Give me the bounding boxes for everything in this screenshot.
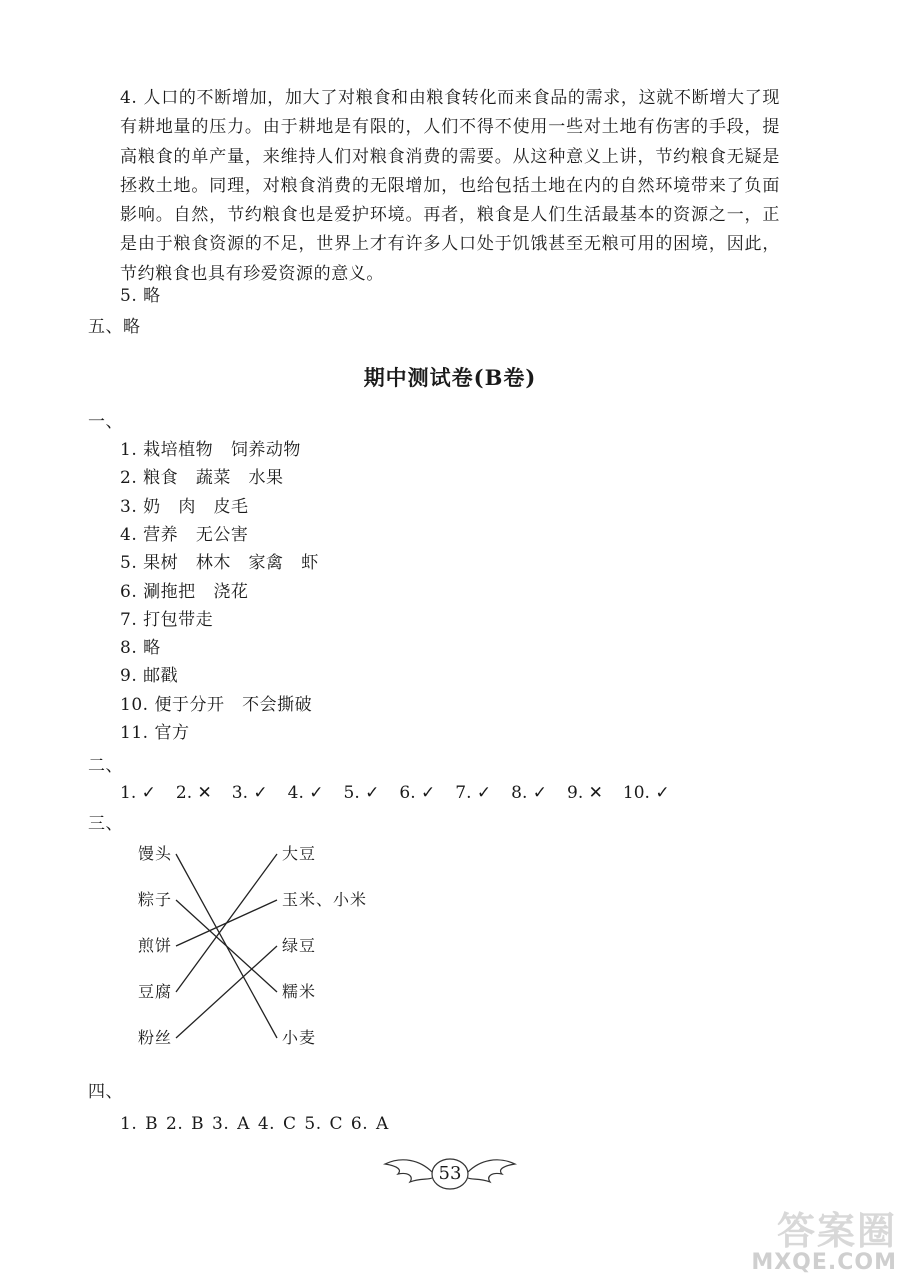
- section-1-heading: 一、: [88, 412, 123, 432]
- check-mark-icon: ✓: [421, 783, 436, 803]
- page-title: 期中测试卷(B卷): [363, 365, 537, 390]
- match-right-item: 玉米、小米: [282, 890, 368, 909]
- site-watermark: [722, 1200, 897, 1280]
- cross-mark-icon: ✕: [588, 783, 603, 803]
- match-line: [176, 946, 277, 1038]
- check-mark-icon: ✓: [365, 783, 380, 803]
- check-mark-icon: ✓: [141, 783, 156, 803]
- check-mark-icon: ✓: [476, 783, 492, 803]
- section-1-item: 3. 奶 肉 皮毛: [120, 496, 249, 517]
- check-mark-icon: ✓: [309, 783, 324, 803]
- match-line: [176, 900, 277, 992]
- section-1-item: 5. 果树 林木 家禽 虾: [120, 553, 319, 574]
- check-mark-icon: ✓: [253, 783, 268, 803]
- multiple-choice-answers: 1. B 2. B 3. A 4. C 5. C 6. A: [120, 1114, 389, 1134]
- section-1-item: 9. 邮戳: [120, 666, 179, 687]
- item-number: 8.: [511, 783, 533, 803]
- match-right-item: 小麦: [282, 1028, 317, 1047]
- item-number: 4.: [287, 783, 310, 803]
- check-mark-icon: ✓: [532, 783, 547, 803]
- section-1-item: 7. 打包带走: [120, 609, 214, 630]
- section-1-item: 8. 略: [120, 638, 161, 659]
- page-number: 53: [438, 1163, 462, 1184]
- item-number: 2.: [175, 783, 198, 803]
- section-1-item: 2. 粮食 蔬菜 水果: [120, 468, 284, 489]
- match-left-item: 粽子: [138, 890, 173, 909]
- item-number: 3.: [231, 783, 254, 803]
- match-left-item: 粉丝: [138, 1028, 173, 1047]
- item-number: 10.: [622, 783, 656, 803]
- section-1-item: 10. 便于分开 不会撕破: [120, 694, 313, 715]
- answer-4-paragraph: 4. 人口的不断增加，加大了对粮食和由粮食转化而来食品的需求，这就不断增大了现有耕地量的压力。由于耕地是有限的，人们不得不使用一些对土地有伤害的手段，提高粮食的单产量，来维持人们对粮食消费的需要。从这种意义上讲，节约粮食无疑是拯救土地。同理，对粮食消费的无限增加，也给包括土地在内的自然环境带来了负面影响。自然，节约粮食也是爱护环境。再者，粮食是人们生活最基本的资源之一，正是由于粮食资源的不足，世界上才有许多人口处于饥饿甚至无粮可用的困境，因此，节约粮食也具有珍爱资源的意义。: [120, 88, 780, 284]
- match-left-item: 馒头: [138, 844, 173, 863]
- item-number: 5.: [343, 783, 366, 803]
- match-right-item: 糯米: [282, 982, 317, 1001]
- item-number: 9.: [567, 783, 589, 803]
- match-right-item: 大豆: [282, 844, 317, 863]
- match-left-item: 煎饼: [138, 936, 173, 955]
- item-number: 7.: [455, 783, 477, 803]
- section-4-heading: 四、: [88, 1082, 123, 1102]
- check-mark-icon: ✓: [655, 783, 670, 803]
- section-5-line: 五、略: [88, 317, 141, 337]
- section-1-item: 1. 栽培植物 饲养动物: [120, 440, 301, 460]
- section-3-heading: 三、: [88, 814, 123, 834]
- cross-mark-icon: ✕: [197, 783, 212, 803]
- item-number: 1.: [120, 783, 142, 803]
- item-number: 6.: [399, 783, 421, 803]
- section-2-heading: 二、: [88, 756, 123, 776]
- match-line: [176, 854, 277, 992]
- match-right-item: 绿豆: [282, 936, 317, 955]
- watermark-logo-text: 答案圈: [776, 1209, 897, 1253]
- watermark-url: MXQE.COM: [751, 1250, 897, 1275]
- page-number-ornament: [380, 1150, 520, 1200]
- answer-5-line: 5. 略: [120, 286, 161, 306]
- section-1-item: 11. 官方: [120, 723, 190, 743]
- match-left-item: 豆腐: [138, 982, 173, 1001]
- section-1-item: 4. 营养 无公害: [120, 524, 249, 545]
- section-1-item: 6. 涮拖把 浇花: [120, 581, 249, 602]
